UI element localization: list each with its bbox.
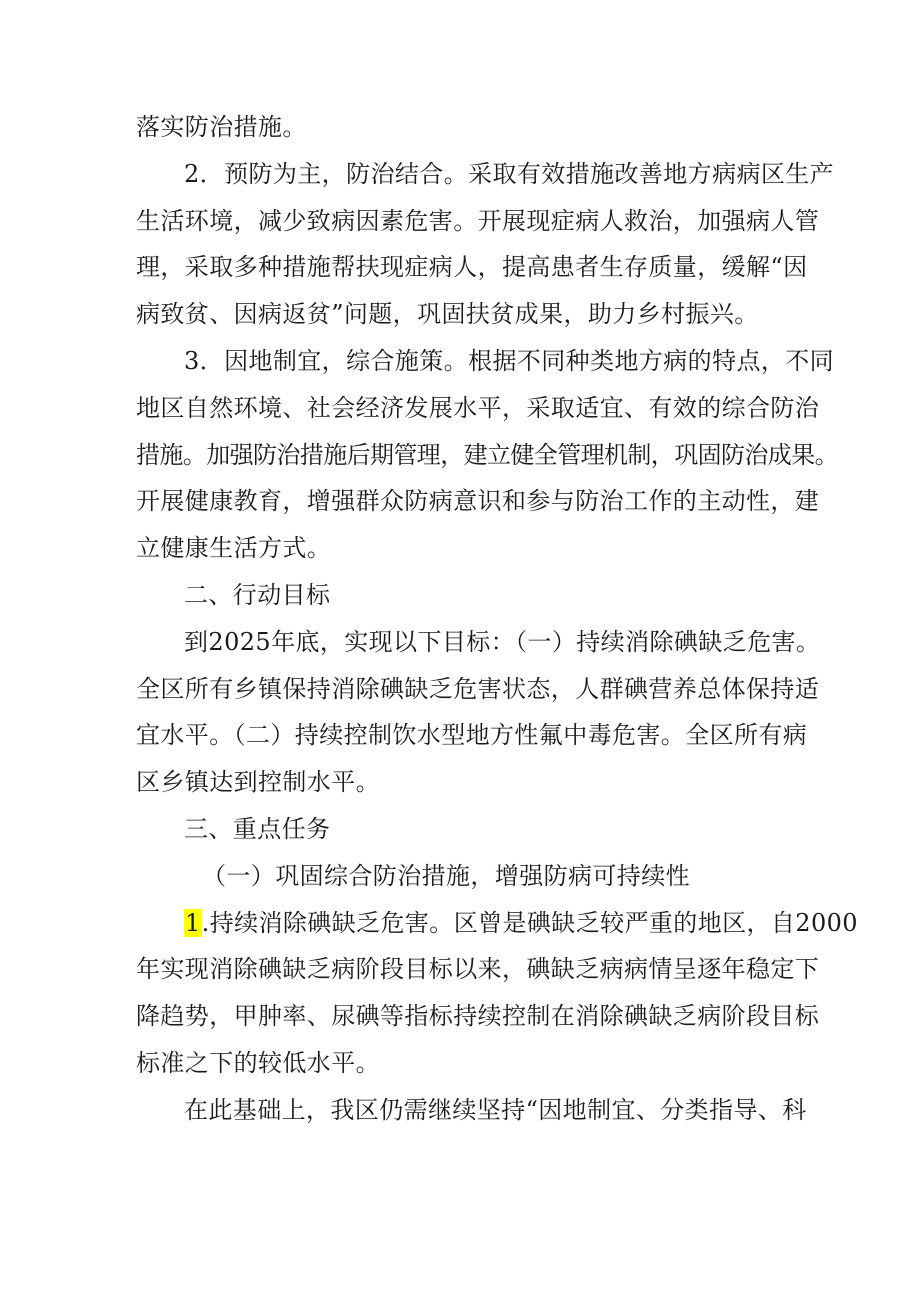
paragraph-line: 区乡镇达到控制水平。 [136,768,380,797]
paragraph-line: 全区所有乡镇保持消除碘缺乏危害状态，人群碘营养总体保持适 [136,674,820,703]
paragraph-line [136,900,858,947]
paragraph-line: 病致贫、因病返贫”问题，巩固扶贫成果，助力乡村振兴。 [136,300,759,329]
highlighted-number: 1 [185,908,201,937]
paragraph-line: 理，采取多种措施帮扶现症病人，提高患者生存质量，缓解“因 [136,253,808,282]
paragraph-line: 落实防治措施。 [136,113,307,141]
document-body [136,104,858,1134]
paragraph-line: 年实现消除碘缺乏病阶段目标以来，碘缺乏病病情呈逐年稳定下 [136,955,820,984]
paragraph-line: 措施。加强防治措施后期管理，建立健全管理机制，巩固防治成果。 [136,440,838,469]
paragraph-line: 标准之下的较低水平。 [136,1048,380,1077]
paragraph-line: 开展健康教育，增强群众防病意识和参与防治工作的主动性，建 [136,487,820,516]
section-heading: 三、重点任务 [184,814,331,843]
paragraph-line: 立健康生活方式。 [136,534,332,563]
paragraph-line: 生活环境，减少致病因素危害。开展现症病人救治，加强病人管 [136,206,820,235]
paragraph-line: 到2025年底，实现以下目标：（一）持续消除碘缺乏危害。 [184,627,821,656]
paragraph-line: 地区自然环境、社会经济发展水平，采取适宜、有效的综合防治 [136,393,820,422]
paragraph-line: 3．因地制宜，综合施策。根据不同种类地方病的特点，不同 [184,346,835,375]
paragraph-line: 宜水平。（二）持续控制饮水型地方性氟中毒危害。全区所有病 [136,721,808,750]
paragraph-line: 降趋势，甲肿率、尿碘等指标持续控制在消除碘缺乏病阶段目标 [136,1002,820,1031]
subsection-heading: （一）巩固综合防治措施，增强防病可持续性 [202,861,690,890]
paragraph-line: 在此基础上，我区仍需继续坚持“因地制宜、分类指导、科 [184,1095,807,1124]
paragraph-line-text: .持续消除碘缺乏危害。区曾是碘缺乏较严重的地区，自2000 [201,908,858,937]
paragraph-line: 2．预防为主，防治结合。采取有效措施改善地方病病区生产 [184,159,835,188]
section-heading: 二、行动目标 [184,580,331,609]
